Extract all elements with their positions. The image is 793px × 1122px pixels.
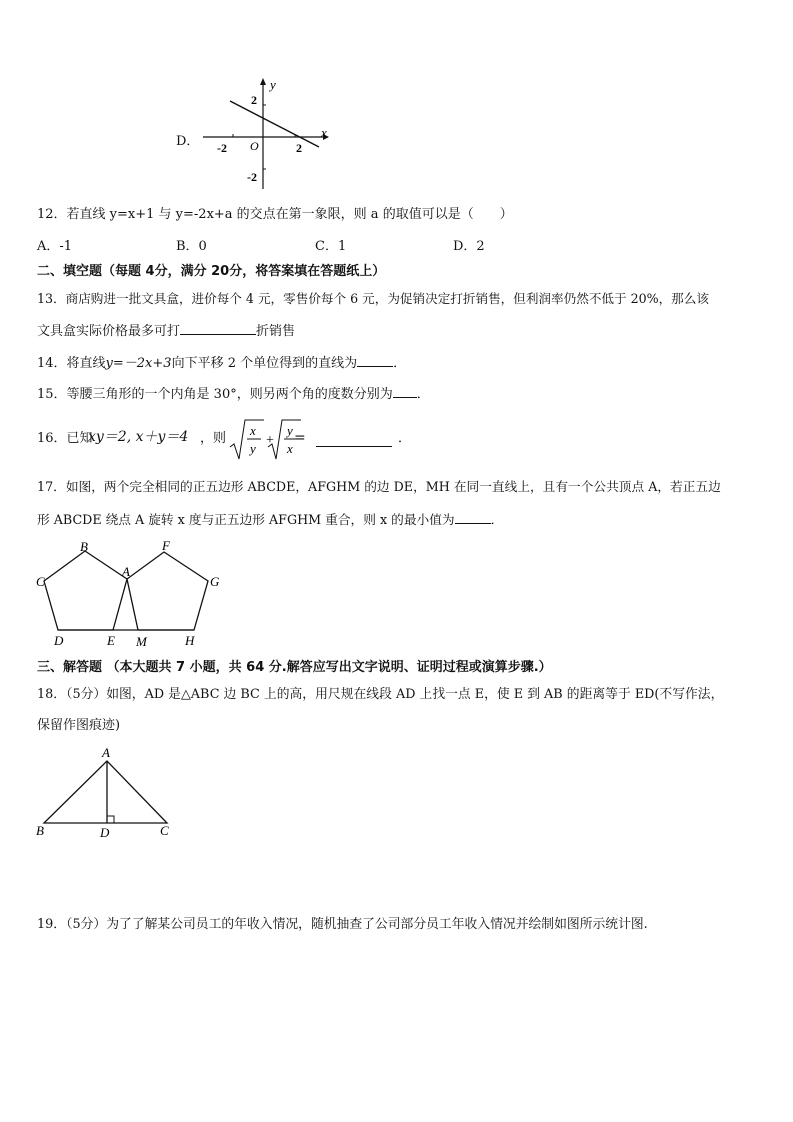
y-label: y — [270, 77, 276, 92]
q16-pre: 16．已知 — [37, 431, 93, 446]
y-tick-2: 2 — [251, 93, 257, 107]
q14-answer-blank — [357, 352, 393, 367]
label-F: F — [162, 538, 170, 553]
q16-answer-blank — [316, 432, 392, 447]
right-angle-mark — [107, 816, 114, 823]
q16-den2: x — [287, 441, 293, 456]
q15 — [37, 383, 430, 405]
q12-option-a: A．-1 — [37, 239, 73, 254]
q14-expr: y=－2x+3 — [105, 356, 172, 371]
y-axis-arrow — [260, 78, 266, 85]
q18-triangle-figure — [34, 742, 184, 842]
q17-line2 — [37, 509, 503, 530]
q13-line1: 13．商店购进一批文具盒，进价每个 4 元，零售价每个 6 元，为促销决定打折销售，但利润率仍然不低于 20%，那么该 — [37, 291, 709, 306]
q19-line1: 19．（5分）为了了解某公司员工的年收入情况，随机抽查了公司部分员工年收入情况并绘制如图所示统计图. — [37, 917, 648, 932]
pentagon-afghm — [127, 552, 208, 630]
label-G: G — [210, 574, 220, 589]
label-D: D — [100, 825, 110, 840]
label-H: H — [185, 633, 195, 648]
q17-line1: 17．如图，两个完全相同的正五边形 ABCDE，AFGHM 的边 DE，MH 在同一直线上，且有一个公共顶点 A，若正五边 — [37, 479, 721, 494]
label-D: D — [54, 633, 64, 648]
q14-pre: 14．将直线 — [37, 356, 106, 371]
x-tick-neg2: -2 — [217, 141, 227, 155]
q17-line2-pre: 形 ABCDE 绕点 A 旋转 x 度与正五边形 AFGHM 重合，则 x 的最小值为 — [37, 512, 455, 527]
q16-end: ． — [398, 431, 412, 446]
q15-answer-blank — [393, 383, 417, 398]
q16-condition: xy＝2, x＋y＝4 — [88, 429, 189, 445]
q16-plus: + — [266, 433, 274, 448]
q16-num1: x — [250, 423, 256, 438]
origin-label: O — [250, 139, 259, 153]
q15-end: ． — [416, 387, 430, 402]
label-A: A — [102, 745, 110, 760]
q12-option-b: B．0 — [176, 239, 207, 254]
x-tick-2: 2 — [296, 141, 302, 155]
label-B: B — [80, 539, 88, 554]
label-C: C — [36, 574, 45, 589]
q14-post: 向下平移 2 个单位得到的直线为 — [171, 356, 358, 371]
q16-num2: y — [287, 423, 293, 438]
q11-graph-d — [195, 75, 335, 195]
q13-answer-blank — [180, 320, 256, 335]
triangle-abc — [44, 761, 167, 823]
label-C: C — [160, 823, 169, 838]
y-tick-neg2: -2 — [247, 170, 257, 184]
graph-line — [230, 101, 319, 147]
q17-line2-end: ． — [490, 512, 504, 527]
label-M: M — [136, 634, 147, 649]
label-E: E — [107, 633, 115, 648]
label-B: B — [36, 823, 44, 838]
q13-line2-post: 折销售 — [256, 324, 296, 339]
q13-line2-pre: 文具盒实际价格最多可打 — [37, 324, 181, 339]
q17-pentagon-figure — [30, 536, 230, 652]
q12-option-c: C．1 — [315, 239, 347, 254]
q17-answer-blank — [455, 509, 491, 524]
x-label: x — [321, 125, 327, 140]
q12-option-d: D．2 — [453, 239, 485, 254]
q16-eq: = — [294, 430, 306, 446]
q11-option-d-label: D． — [176, 134, 200, 149]
q16-den1: y — [250, 441, 256, 456]
q15-pre: 15．等腰三角形的一个内角是 30°，则另两个角的度数分别为 — [37, 387, 393, 402]
pentagon-abcde — [44, 551, 127, 630]
q12-stem: 12．若直线 y=x+1 与 y=-2x+a 的交点在第一象限，则 a 的取值可以是（ ） — [37, 207, 513, 222]
q13-line2 — [37, 320, 295, 342]
section3-title: 三、解答题 （本大题共 7 小题，共 64 分.解答应写出文字说明、证明过程或演算步骤.） — [37, 660, 552, 675]
label-A: A — [122, 564, 130, 579]
q18-line2: 保留作图痕迹) — [37, 718, 121, 733]
section2-title: 二、填空题（每题 4分，满分 20分，将答案填在答题纸上） — [37, 264, 386, 279]
q18-line1: 18．（5分）如图，AD 是△ABC 边 BC 上的高，用尺规在线段 AD 上找一点 E，使 E 到 AB 的距离等于 ED(不写作法， — [37, 687, 724, 702]
q14 — [37, 352, 406, 374]
q16-mid: ，则 — [200, 431, 227, 446]
q14-end: ． — [393, 356, 407, 371]
